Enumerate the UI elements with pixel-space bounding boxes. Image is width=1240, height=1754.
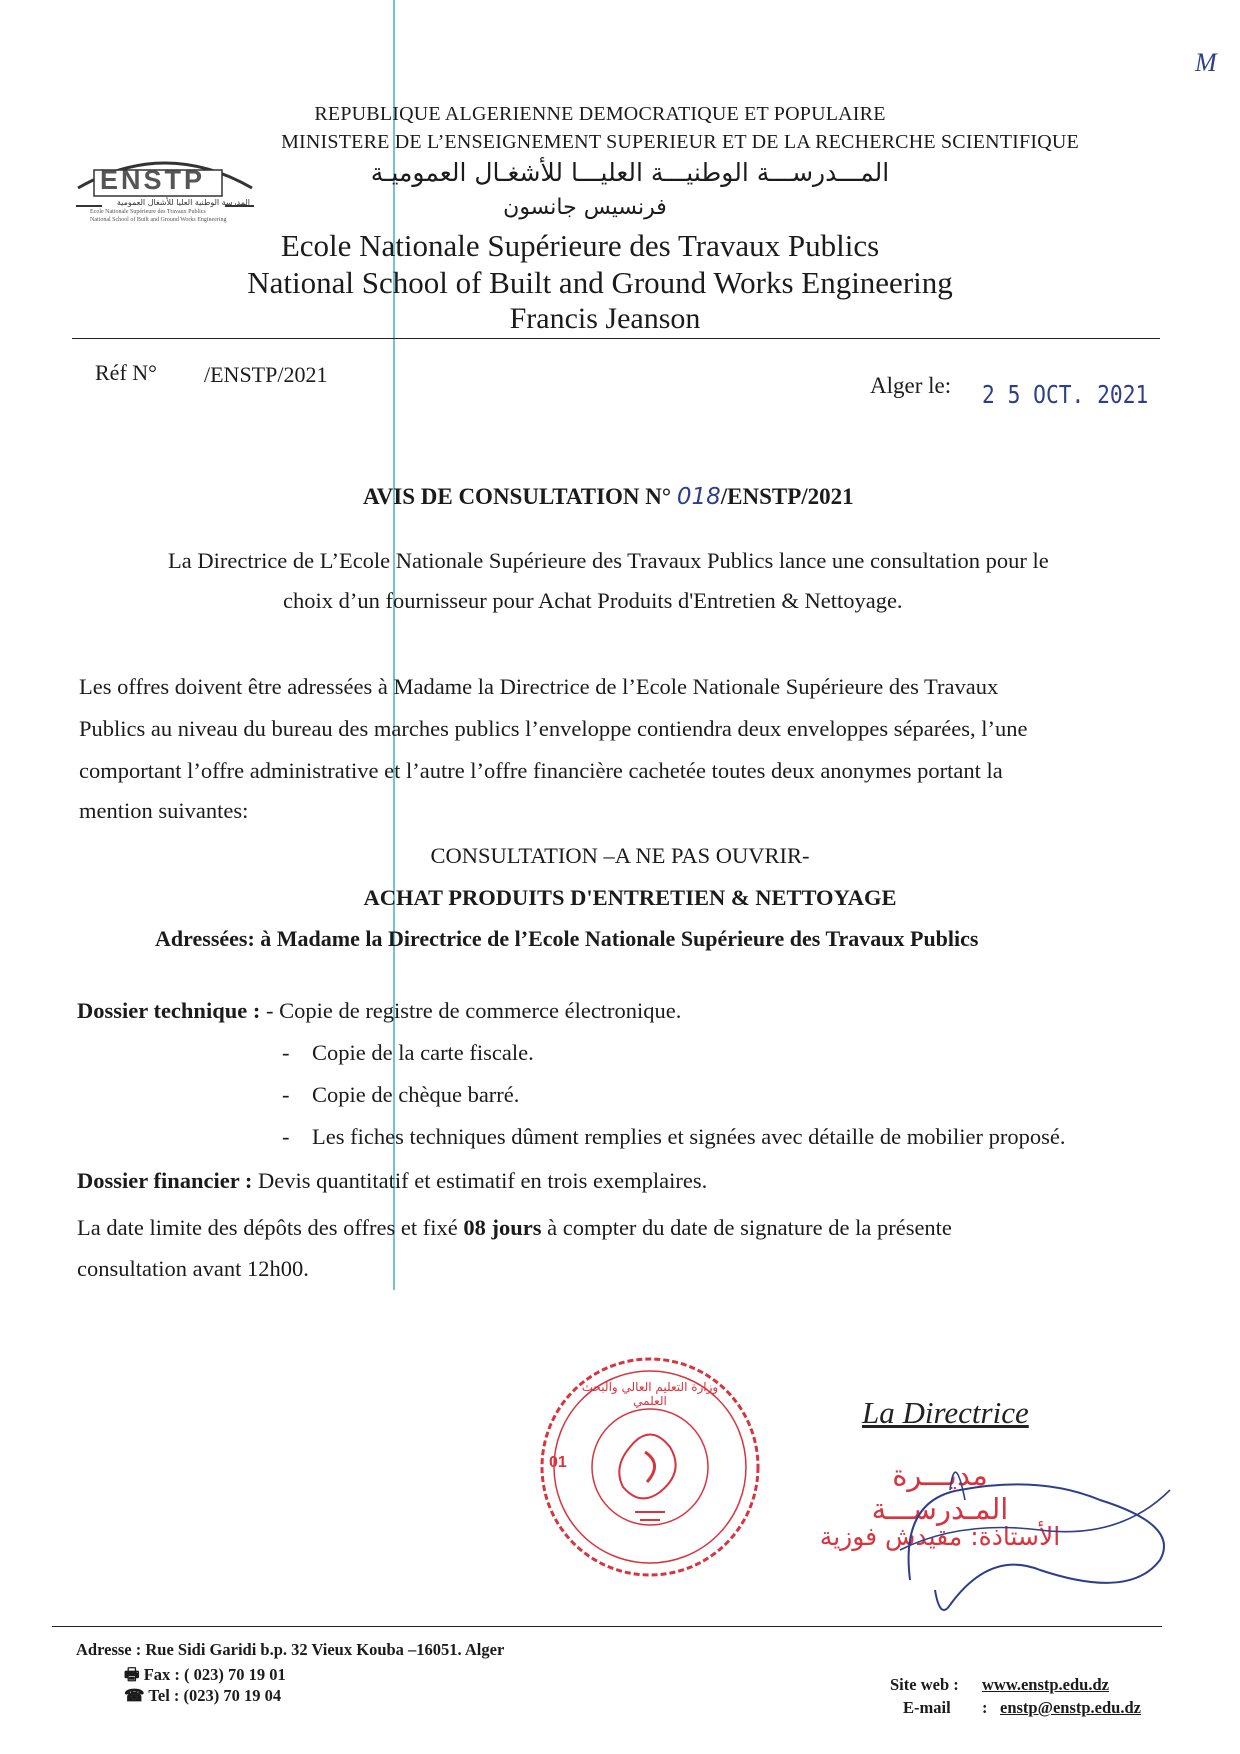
header-arabic-name: فرنسيس جانسون bbox=[503, 195, 667, 220]
financial-label: Dossier financier : bbox=[77, 1168, 253, 1193]
date-stamp: 2 5 OCT. 2021 bbox=[982, 380, 1149, 409]
footer-email-link[interactable]: enstp@enstp.edu.dz bbox=[1000, 1698, 1141, 1717]
tel-number: : (023) 70 19 04 bbox=[173, 1686, 282, 1705]
corner-mark: M bbox=[1195, 48, 1217, 77]
telephone-icon: ☎ bbox=[124, 1686, 145, 1705]
consultation-title bbox=[363, 484, 854, 510]
fax-icon: 🖶 bbox=[124, 1665, 140, 1684]
technical-list bbox=[282, 1032, 1066, 1157]
deadline-line-2: consultation avant 12h00. bbox=[77, 1256, 309, 1281]
intro-line-2: choix d’un fournisseur pour Achat Produits d'Entretien & Nettoyage. bbox=[283, 588, 903, 613]
financial-dossier bbox=[77, 1160, 707, 1201]
header-divider bbox=[72, 338, 1160, 339]
school-name-fr: Ecole Nationale Supérieure des Travaux Publics bbox=[280, 228, 880, 263]
title-prefix: AVIS DE CONSULTATION N° bbox=[363, 484, 672, 509]
logo-sub1: Ecole Nationale Supérieure des Travaux Publics bbox=[90, 209, 206, 215]
technical-dossier bbox=[77, 990, 681, 1031]
technical-first-item: - Copie de registre de commerce électronique. bbox=[265, 998, 682, 1023]
school-name-francis: Francis Jeanson bbox=[509, 302, 701, 335]
header-republic: REPUBLIQUE ALGERIENNE DEMOCRATIQUE ET POPULAIRE bbox=[314, 103, 886, 125]
mention-line-2: ACHAT PRODUITS D'ENTRETIEN & NETTOYAGE bbox=[363, 885, 897, 910]
footer-address: Adresse : Rue Sidi Garidi b.p. 32 Vieux Kouba –16051. Alger bbox=[76, 1640, 505, 1659]
seal-number: 01 bbox=[549, 1454, 567, 1471]
signature-stamp-line-2: الأستاذة: مقيدش فوزية bbox=[819, 1522, 1061, 1551]
official-seal bbox=[535, 1352, 765, 1582]
ref-label: Réf N° bbox=[95, 360, 157, 385]
logo-arabic: المدرسة الوطنية العليا للأشغال العمومية bbox=[116, 198, 250, 207]
header-arabic-school: المـــدرســـة الوطنيـــة العليـــا للأشغـال العموميـة bbox=[370, 158, 890, 187]
fax-label: Fax bbox=[143, 1665, 171, 1684]
footer-divider bbox=[52, 1626, 1162, 1627]
deadline-after: à compter du date de signature de la présente bbox=[547, 1215, 952, 1240]
logo-sub2: National School of Built and Ground Works Engineering bbox=[90, 217, 227, 223]
financial-text: Devis quantitatif et estimatif en trois exemplaires. bbox=[258, 1168, 708, 1193]
ref-value: /ENSTP/2021 bbox=[204, 362, 328, 387]
technical-label: Dossier technique : bbox=[77, 998, 261, 1023]
footer-web-link[interactable]: www.enstp.edu.dz bbox=[982, 1675, 1109, 1694]
deadline-days: 08 jours bbox=[463, 1215, 542, 1240]
technical-item: - Les fiches techniques dûment remplies et signées avec détaille de mobilier proposé. bbox=[282, 1116, 1066, 1157]
intro-line-1: La Directrice de L’Ecole Nationale Supérieure des Travaux Publics lance une consultation pour le bbox=[168, 548, 1049, 573]
school-name-en: National School of Built and Ground Works Engineering bbox=[247, 265, 953, 300]
deadline-before: La date limite des dépôts des offres et fixé bbox=[77, 1215, 458, 1240]
signature-stamp-line-1: مديـــرة المـدرســـة bbox=[871, 1458, 1009, 1526]
enstp-logo bbox=[70, 148, 260, 228]
title-handwritten-number: 018 bbox=[676, 484, 721, 510]
technical-item: - Copie de la carte fiscale. bbox=[282, 1032, 1066, 1073]
deadline-line-1 bbox=[77, 1207, 952, 1248]
fax-number: : ( 023) 70 19 01 bbox=[174, 1665, 286, 1684]
date-label: Alger le: bbox=[870, 373, 952, 398]
signature-title: La Directrice bbox=[862, 1395, 1029, 1430]
seal-text: وزارة التعليم العالي والبحث العلمي bbox=[581, 1380, 719, 1408]
offers-line-2: Publics au niveau du bureau des marches publics l’enveloppe contiendra deux enveloppes séparées, l’une bbox=[79, 716, 1028, 741]
footer-email-colon: : bbox=[982, 1698, 988, 1717]
offers-line-3: comportant l’offre administrative et l’autre l’offre financière cachetée toutes deux anonymes portant la bbox=[79, 758, 1003, 783]
logo-text: ENSTP bbox=[100, 165, 206, 195]
title-suffix: /ENSTP/2021 bbox=[720, 484, 854, 509]
footer-web-label: Site web : bbox=[890, 1675, 959, 1694]
handwritten-signature-icon bbox=[840, 1430, 1200, 1630]
mention-line-3: Adressées: à Madame la Directrice de l’Ecole Nationale Supérieure des Travaux Publics bbox=[155, 926, 979, 951]
header-ministry: MINISTERE DE L’ENSEIGNEMENT SUPERIEUR ET DE LA RECHERCHE SCIENTIFIQUE bbox=[281, 131, 1079, 153]
offers-line-1: Les offres doivent être adressées à Madame la Directrice de l’Ecole Nationale Supérieure des Travaux bbox=[79, 674, 999, 699]
mention-line-1: CONSULTATION –A NE PAS OUVRIR- bbox=[430, 843, 810, 868]
footer-tel bbox=[124, 1686, 281, 1706]
tel-label: Tel bbox=[148, 1686, 170, 1705]
technical-item: - Copie de chèque barré. bbox=[282, 1074, 1066, 1115]
footer-email-label: E-mail bbox=[903, 1698, 951, 1717]
offers-line-4: mention suivantes: bbox=[79, 798, 249, 823]
